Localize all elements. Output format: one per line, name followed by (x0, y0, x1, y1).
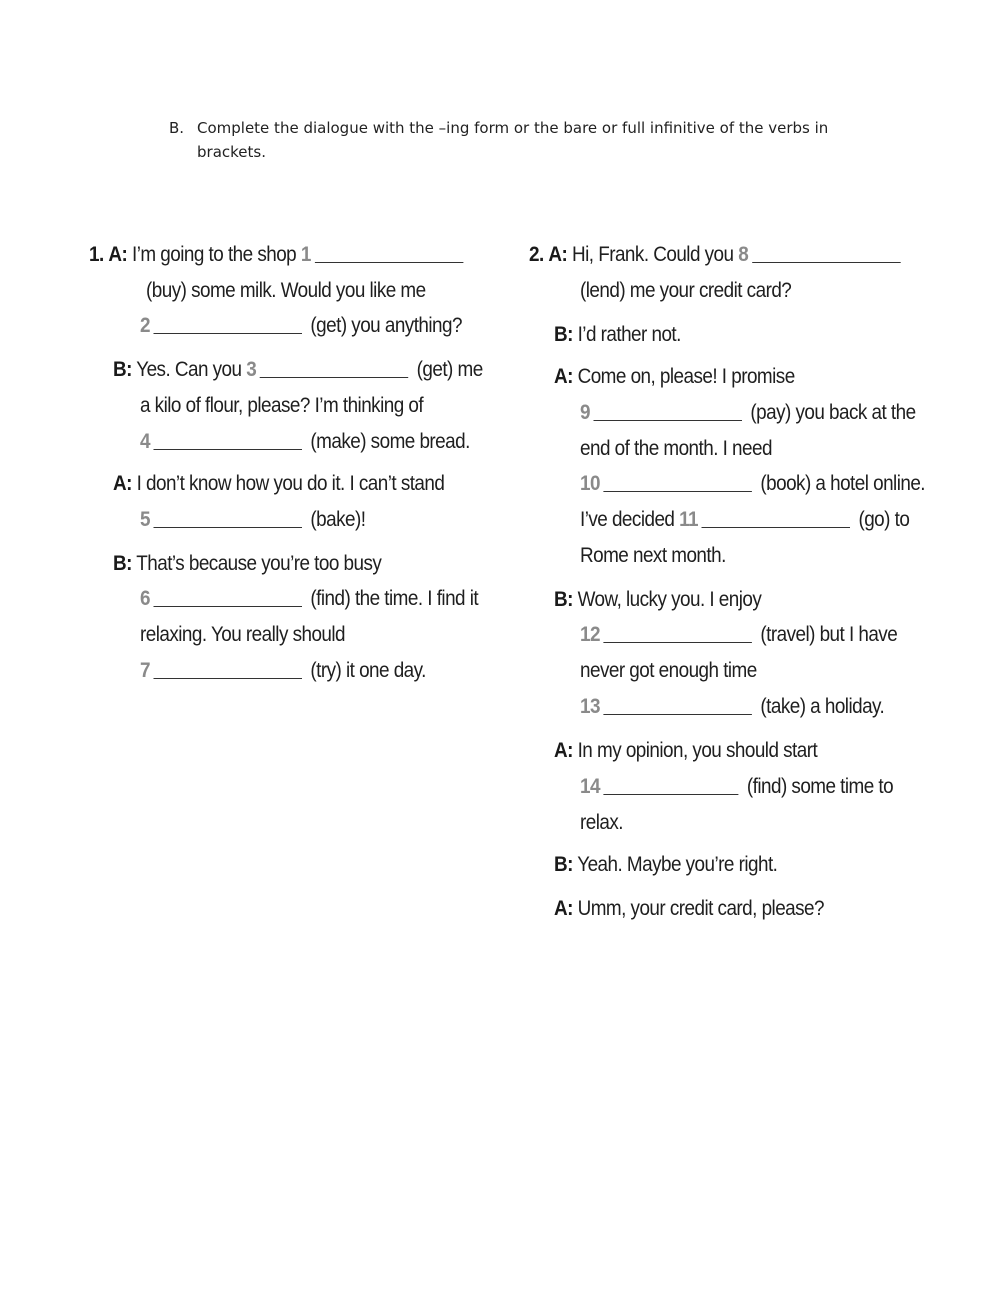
ex1-line (140, 429, 470, 455)
ex1-line (146, 278, 426, 304)
dialogue-text: (make) some bread. (310, 430, 470, 453)
gap-number: 5 (140, 508, 150, 531)
answer-blank-2[interactable] (154, 313, 302, 334)
instruction-letter: B. (169, 119, 185, 137)
speaker-label: B: (554, 323, 573, 346)
ex2-line (580, 658, 757, 684)
ex2-line (580, 694, 884, 720)
answer-blank-7[interactable] (154, 658, 302, 679)
dialogue-text: I’m going to the shop (132, 243, 297, 266)
speaker-label: A: (554, 365, 573, 388)
dialogue-text: end of the month. I need (580, 437, 772, 460)
ex2-line (554, 896, 824, 922)
ex2-line (580, 810, 623, 836)
answer-blank-5[interactable] (154, 507, 302, 528)
answer-blank-6[interactable] (154, 586, 302, 607)
dialogue-text: (buy) some milk. Would you like me (146, 279, 426, 302)
gap-number: 1 (300, 243, 311, 266)
gap-number: 4 (140, 430, 150, 453)
ex2-line (529, 242, 904, 268)
speaker-label: A: (554, 897, 573, 920)
gap-number: 9 (580, 401, 590, 424)
ex2-line (554, 852, 777, 878)
exercise-number: 2. (529, 243, 544, 266)
answer-blank-3[interactable] (260, 357, 409, 378)
ex2-line (580, 471, 925, 497)
gap-number: 7 (140, 659, 150, 682)
exercise-number: 1. (89, 243, 104, 266)
answer-blank-12[interactable] (604, 622, 753, 643)
speaker-label: A: (548, 243, 568, 266)
ex1-line (140, 586, 478, 612)
speaker-label: B: (554, 588, 573, 611)
ex1-line (140, 313, 462, 339)
instruction (169, 116, 849, 164)
dialogue-text: I don’t know how you do it. I can’t stand (136, 472, 445, 495)
speaker-label: A: (113, 472, 132, 495)
gap-number: 6 (140, 587, 150, 610)
dialogue-text: I’ve decided (580, 508, 675, 531)
dialogue-text: Hi, Frank. Could you (572, 243, 734, 266)
ex1-line (113, 471, 444, 497)
answer-blank-8[interactable] (752, 242, 901, 263)
dialogue-text: (find) some time to (746, 775, 894, 798)
dialogue-text: Come on, please! I promise (577, 365, 795, 388)
answer-blank-9[interactable] (594, 400, 743, 421)
dialogue-text: I’d rather not. (577, 323, 681, 346)
dialogue-text: That’s because you’re too busy (136, 552, 382, 575)
ex1-line (113, 551, 381, 577)
instruction-text: Complete the dialogue with the –ing form or the bare or full infinitive of the verbs in brackets. (197, 119, 829, 161)
ex2-line (554, 364, 795, 390)
dialogue-text: (take) a holiday. (760, 695, 885, 718)
answer-blank-10[interactable] (604, 471, 753, 492)
dialogue-text: relax. (580, 811, 623, 834)
dialogue-text: (get) me (416, 358, 483, 381)
speaker-label: A: (108, 243, 128, 266)
dialogue-text: Yeah. Maybe you’re right. (577, 853, 778, 876)
ex2-line (580, 622, 897, 648)
answer-blank-14[interactable] (604, 774, 739, 795)
ex1-line (113, 357, 483, 383)
answer-blank-4[interactable] (154, 429, 302, 450)
dialogue-text: (get) you anything? (310, 314, 462, 337)
ex1-line (140, 507, 365, 533)
gap-number: 2 (140, 314, 150, 337)
ex2-line (554, 587, 761, 613)
dialogue-text: (find) the time. I find it (310, 587, 479, 610)
ex2-line (580, 278, 791, 304)
dialogue-text: (bake)! (310, 508, 366, 531)
speaker-label: A: (554, 739, 573, 762)
speaker-label: B: (554, 853, 573, 876)
ex1-line (140, 622, 345, 648)
ex2-line (554, 738, 817, 764)
dialogue-text: never got enough time (580, 659, 757, 682)
dialogue-text: In my opinion, you should start (577, 739, 818, 762)
dialogue-text: (lend) me your credit card? (580, 279, 792, 302)
dialogue-text: (go) to (858, 508, 910, 531)
gap-number: 13 (580, 695, 600, 718)
gap-number: 3 (246, 358, 257, 381)
answer-blank-11[interactable] (702, 507, 851, 528)
ex1-line (89, 242, 467, 268)
gap-number: 11 (679, 508, 699, 531)
speaker-label: B: (113, 552, 132, 575)
gap-number: 12 (580, 623, 600, 646)
dialogue-text: Umm, your credit card, please? (577, 897, 824, 920)
ex2-line (580, 400, 916, 426)
gap-number: 10 (580, 472, 600, 495)
ex2-line (580, 436, 772, 462)
gap-number: 8 (738, 243, 749, 266)
dialogue-text: (try) it one day. (310, 659, 426, 682)
dialogue-text: (pay) you back at the (750, 401, 916, 424)
dialogue-text: Yes. Can you (136, 358, 242, 381)
dialogue-text: (book) a hotel online. (760, 472, 926, 495)
answer-blank-1[interactable] (314, 242, 462, 263)
dialogue-text: a kilo of flour, please? I’m thinking of (140, 394, 424, 417)
ex1-line (140, 393, 423, 419)
ex2-line (580, 507, 909, 533)
ex2-line (580, 774, 893, 800)
dialogue-text: Wow, lucky you. I enjoy (577, 588, 762, 611)
dialogue-text: (travel) but I have (760, 623, 898, 646)
gap-number: 14 (580, 775, 600, 798)
speaker-label: B: (113, 358, 132, 381)
dialogue-text: Rome next month. (580, 544, 726, 567)
ex2-line (580, 543, 726, 569)
dialogue-text: relaxing. You really should (140, 623, 346, 646)
answer-blank-13[interactable] (604, 694, 753, 715)
ex1-line (140, 658, 426, 684)
ex2-line (554, 322, 681, 348)
